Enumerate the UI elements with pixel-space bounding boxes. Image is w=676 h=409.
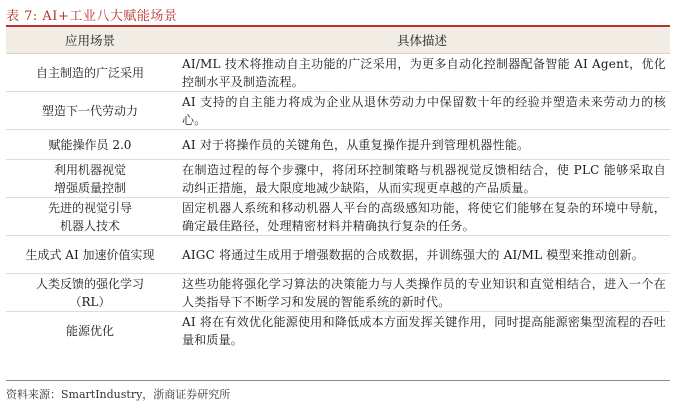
scenario-line: 增强质量控制: [53, 180, 126, 195]
scenario-line: 机器人技术: [59, 218, 120, 233]
source-note: 资料来源：SmartIndustry，浙商证券研究所: [6, 388, 231, 401]
description-cell: 这些功能将强化学习算法的决策能力与人类操作员的专业知识和直觉相结合，进入一个在人类指导下不断学习和发展的智能系统的新时代。: [182, 276, 666, 309]
scenario-line: 利用机器视觉: [53, 162, 126, 177]
description-cell: 在制造过程的每个步骤中，将闭环控制策略与机器视觉反馈相结合，使 PLC 能够采取自动纠正措施，最大限度地减少缺陷，从而实现更卓越的产品质量。: [182, 162, 666, 195]
scenario-line: 塑造下一代劳动力: [41, 103, 138, 118]
table-bottom-rule: [6, 380, 670, 381]
table-row: [6, 312, 670, 350]
table-row: [6, 274, 670, 312]
description-cell: AI/ML 技术将推动自主功能的广泛采用，为更多自动化控制器配备智能 AI Agent，优化控制水平及制造流程。: [182, 56, 666, 89]
table-row: [6, 198, 670, 236]
scenario-line: 赋能操作员 2.0: [48, 137, 132, 152]
scenario-cell: [6, 130, 174, 160]
description-cell: AI 支持的自主能力将成为企业从退休劳动力中保留数十年的经验并塑造未来劳动力的核心。: [182, 94, 666, 127]
scenario-cell: [6, 312, 174, 350]
table-row: [6, 236, 670, 274]
header-description: 具体描述: [174, 27, 670, 54]
scenario-line: （RL）: [69, 294, 111, 309]
description-cell: AIGC 将通过生成用于增强数据的合成数据，并训练强大的 AI/ML 模型来推动创新。: [182, 247, 644, 262]
table-row: [6, 160, 670, 198]
scenario-cell: [6, 160, 174, 198]
scenario-cell: [6, 198, 174, 236]
scenario-line: 生成式 AI 加速价值实现: [25, 247, 155, 262]
description-cell: AI 对于将操作员的关键角色，从重复操作提升到管理机器性能。: [182, 137, 530, 152]
scenario-line: 先进的视觉引导: [47, 200, 132, 215]
table-row: [6, 54, 670, 92]
scenario-cell: [6, 274, 174, 312]
table-row: [6, 130, 670, 160]
description-cell: 固定机器人系统和移动机器人平台的高级感知功能，将使它们能够在复杂的环境中导航，确定最佳路径，处理精密材料并精确执行复杂的任务。: [182, 200, 666, 233]
table-row: [6, 92, 670, 130]
scenario-line: 人类反馈的强化学习: [35, 276, 144, 291]
header-row: [6, 27, 670, 54]
scenario-line: 自主制造的广泛采用: [35, 65, 144, 80]
scenario-cell: [6, 236, 174, 274]
scenario-line: 能源优化: [65, 323, 114, 338]
description-cell: AI 将在有效优化能源使用和降低成本方面发挥关键作用，同时提高能源密集型流程的吞吐量和质量。: [182, 314, 666, 347]
table-caption: 表 7: AI+工业八大赋能场景: [6, 9, 178, 24]
scenario-table: [6, 27, 670, 350]
scenario-cell: [6, 92, 174, 130]
scenario-cell: [6, 54, 174, 92]
header-scenario: 应用场景: [6, 27, 174, 54]
